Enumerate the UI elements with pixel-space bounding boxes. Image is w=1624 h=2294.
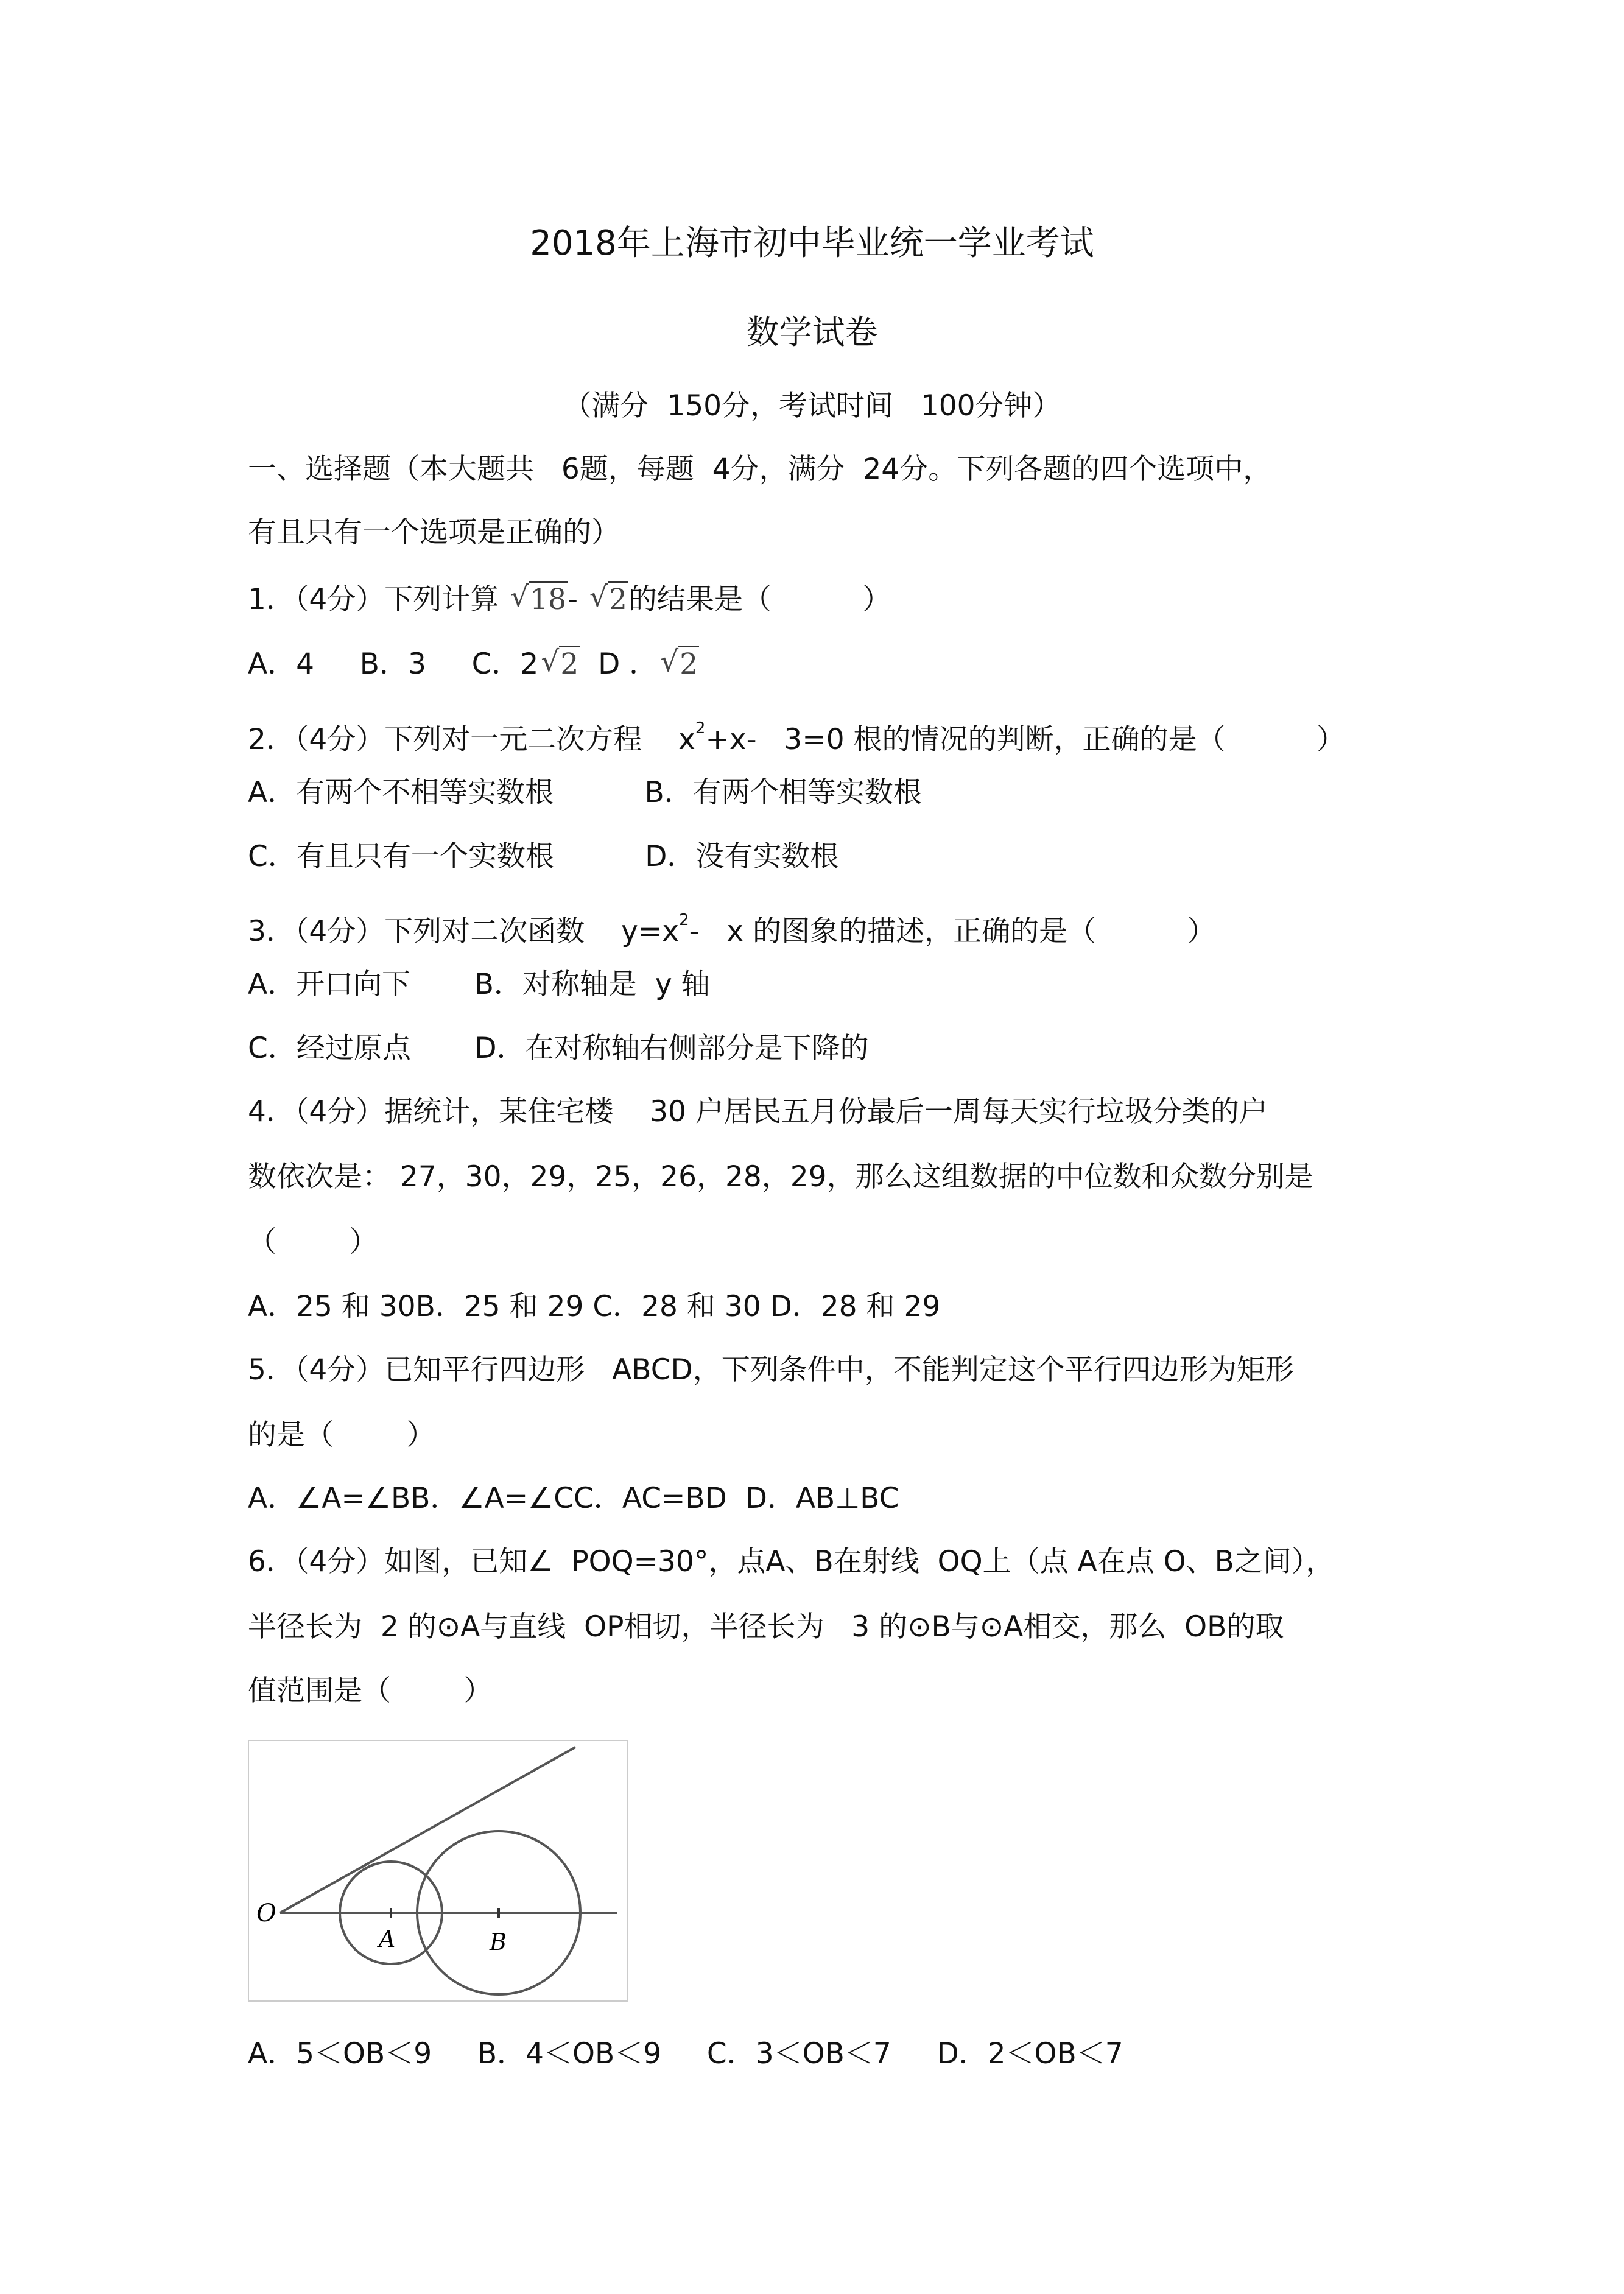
question-6-line-2: 半径长为 2 的⊙A与直线 OP相切，半径长为 3 的⊙B与⊙A相交，那么 OB的取: [248, 1610, 1284, 1644]
q2-text: 2．（4分）下列对一元二次方程 x: [248, 723, 695, 756]
q1-option-d: D ．: [580, 647, 658, 681]
sqrt-18: √ 18: [510, 582, 568, 618]
q3-sup: 2: [679, 911, 689, 929]
q2-sup: 2: [695, 719, 706, 737]
question-1: [248, 582, 891, 618]
label-b: B: [490, 1929, 507, 1955]
section-heading-2: 有且只有一个选项是正确的）: [248, 516, 620, 549]
sqrt-2: √ 2: [541, 646, 580, 683]
question-5-line-2: 的是（ ）: [248, 1418, 435, 1452]
q1-options-abc: A．4 B．3 C．2: [248, 647, 539, 681]
label-o: O: [256, 1899, 276, 1927]
exam-title: 2018年上海市初中毕业统一学业考试: [530, 223, 1094, 263]
question-4-line-3: （ ）: [248, 1225, 378, 1259]
q3-options-2: C．经过原点 D．在对称轴右侧部分是下降的: [248, 1032, 869, 1065]
q2-options-2: C．有且只有一个实数根 D．没有实数根: [248, 840, 839, 873]
q2-options-1: A．有两个不相等实数根 B．有两个相等实数根: [248, 776, 922, 809]
question-6-line-1: 6．（4分）如图，已知∠ POQ=30°，点A、B在射线 OQ上（点 A在点 O、B之间），: [248, 1545, 1335, 1578]
q1-text-end: 的结果是（ ）: [628, 583, 891, 616]
q1-text: 1．（4分）下列计算: [248, 583, 508, 616]
question-3: [248, 902, 1216, 950]
ray-op: [280, 1747, 575, 1913]
q3-text: 3．（4分）下列对二次函数 y=x: [248, 915, 680, 948]
sqrt-2: √ 2: [589, 582, 628, 618]
q3-text-end: - x 的图象的描述，正确的是（ ）: [689, 915, 1216, 948]
question-4-line-1: 4．（4分）据统计，某住宅楼 30 户居民五月份最后一周每天实行垃圾分类的户: [248, 1095, 1268, 1128]
figure-border: [248, 1740, 627, 2001]
q2-text-end: +x- 3=0 根的情况的判断，正确的是（ ）: [705, 723, 1345, 756]
section-heading-1: 一、选择题（本大题共 6题，每题 4分，满分 24分。下列各题的四个选项中，: [248, 452, 1272, 486]
q1-minus: -: [568, 583, 587, 616]
question-5-line-1: 5．（4分）已知平行四边形 ABCD，下列条件中，不能判定这个平行四边形为矩形: [248, 1353, 1294, 1387]
question-2: [248, 710, 1345, 758]
q6-options: A．5＜OB＜9 B．4＜OB＜9 C．3＜OB＜7 D．2＜OB＜7: [248, 2037, 1123, 2071]
geometry-figure: [248, 1740, 628, 2002]
label-a: A: [379, 1926, 396, 1952]
q4-options: A．25 和 30B．25 和 29 C．28 和 30 D．28 和 29: [248, 1290, 941, 1323]
q3-options-1: A．开口向下 B．对称轴是 y 轴: [248, 968, 710, 1001]
sqrt-2: √ 2: [660, 646, 699, 683]
question-4-line-2: 数依次是： 27，30，29，25，26，28，29，那么这组数据的中位数和众数分别是: [248, 1160, 1313, 1194]
q5-options: A．∠A=∠BB．∠A=∠CC．AC=BD D．AB⊥BC: [248, 1482, 899, 1515]
exam-subtitle: 数学试卷: [746, 313, 878, 351]
exam-info: （满分 150分，考试时间 100分钟）: [563, 389, 1061, 423]
question-6-line-3: 值范围是（ ）: [248, 1674, 493, 1708]
q1-options: [248, 646, 699, 683]
